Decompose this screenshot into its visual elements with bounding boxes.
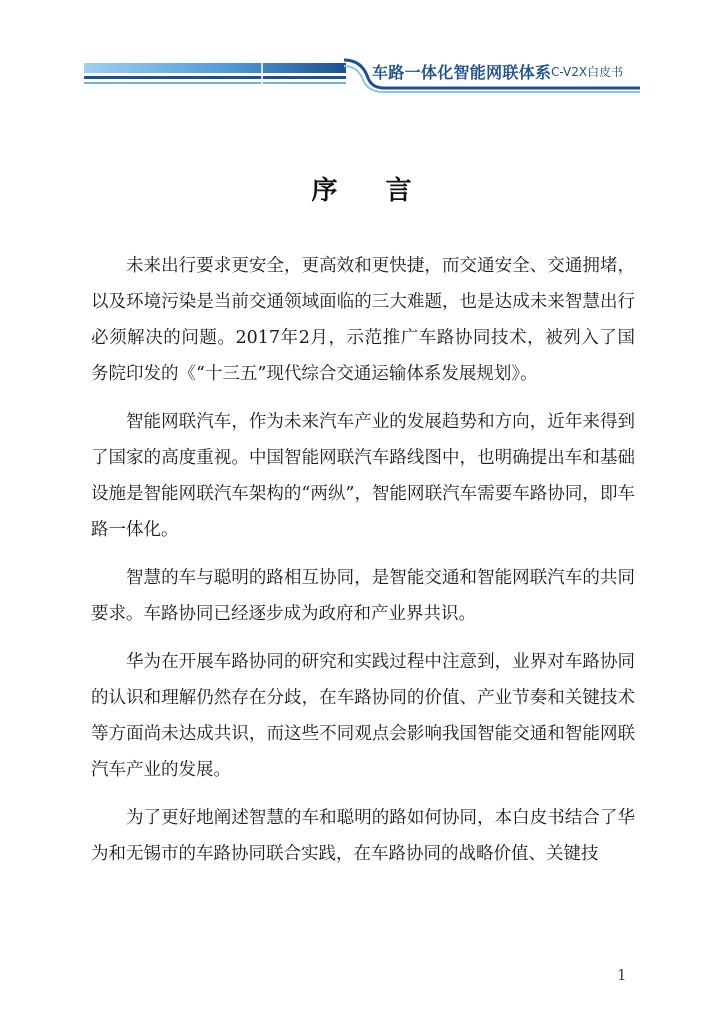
page-number: 1 [617, 966, 627, 984]
page-title: 序言 [311, 176, 460, 206]
paragraph: 为了更好地阐述智慧的车和聪明的路如何协同，本白皮书结合了华为和无锡市的车路协同联合实践，在车路协同的战略价值、关键技 [91, 808, 635, 864]
header-subtitle: C-V2X白皮书 [551, 65, 624, 79]
header-bar-line-top [84, 76, 346, 79]
body-text [91, 248, 635, 884]
header-decoration [0, 0, 723, 100]
paragraph: 华为在开展车路协同的研究和实践过程中注意到，业界对车路协同的认识和理解仍然存在分歧，在车路协同的价值、产业节奏和关键技术等方面尚未达成共识，而这些不同观点会影响我国智能交通和智能网联汽车产业的发展。 [91, 652, 635, 780]
header-bar-light [84, 63, 346, 73]
paragraph: 智慧的车与聪明的路相互协同，是智能交通和智能网联汽车的共同要求。车路协同已经逐步成为政府和产业界共识。 [91, 568, 635, 624]
paragraph: 未来出行要求更安全，更高效和更快捷，而交通安全、交通拥堵，以及环境污染是当前交通领域面临的三大难题，也是达成未来智慧出行必须解决的问题。2017年2月，示范推广车路协同技术，被列入了国务院印发的《“十三五”现代综合交通运输体系发展规划》。 [91, 256, 635, 384]
header-title: 车路一体化智能网联体系 [372, 63, 552, 82]
paragraph: 智能网联汽车，作为未来汽车产业的发展趋势和方向，近年来得到了国家的高度重视。中国智能网联汽车路线图中，也明确提出车和基础设施是智能网联汽车架构的“两纵”，智能网联汽车需要车路协同，即车路一体化。 [91, 412, 635, 540]
header-bar-line-bottom [84, 82, 346, 84]
